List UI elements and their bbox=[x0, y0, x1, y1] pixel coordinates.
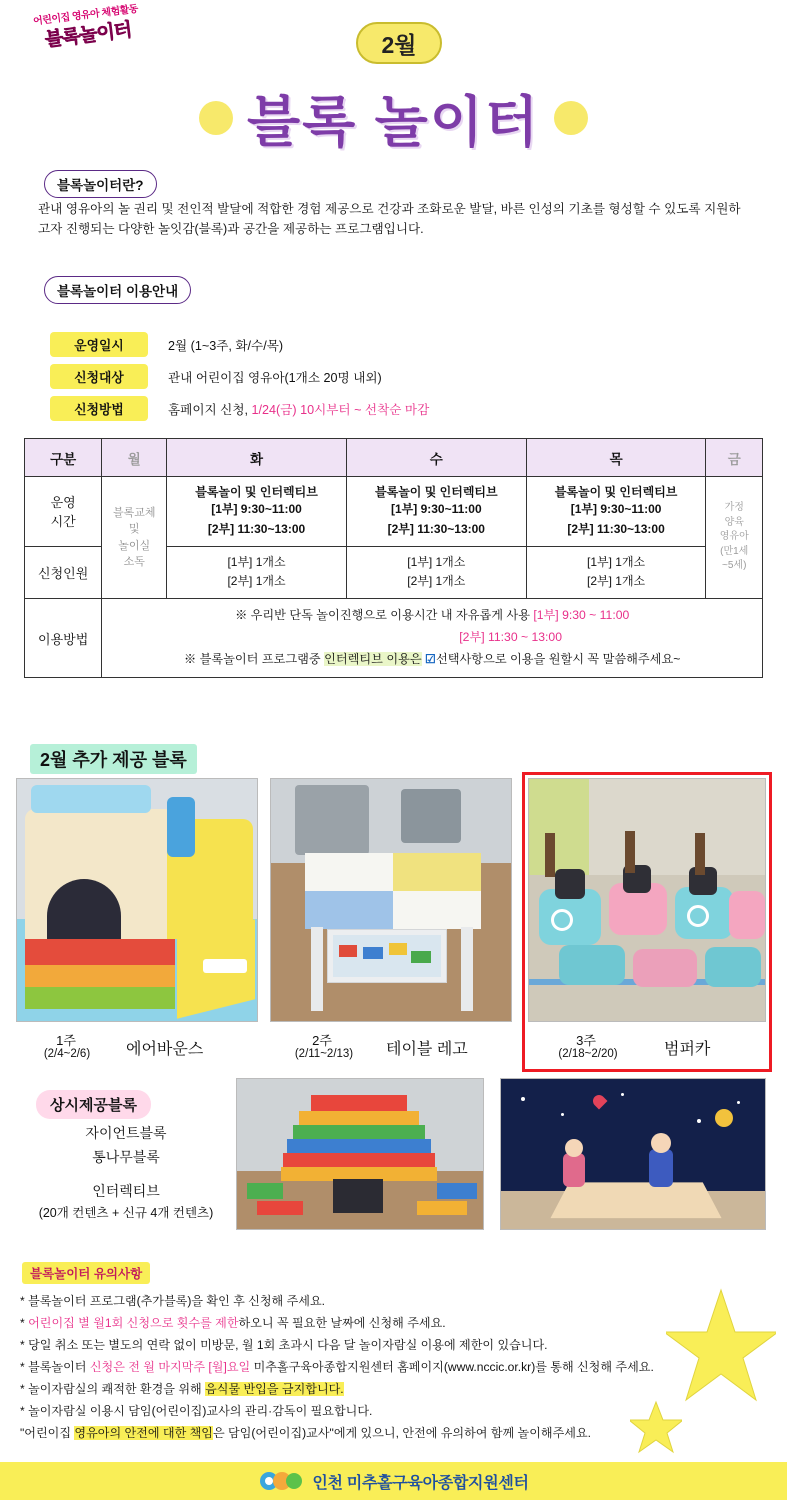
lego-table-photo bbox=[270, 778, 512, 1022]
program-logo bbox=[10, 0, 164, 56]
always-item-2: 인터렉티브 bbox=[92, 1182, 160, 1199]
note-1-pre: * bbox=[20, 1316, 29, 1330]
apply-method-text: 홈페이지 신청, bbox=[168, 403, 252, 417]
always-item-1: 통나무블록 bbox=[92, 1148, 160, 1165]
title-row bbox=[0, 78, 787, 157]
giant-block-photo bbox=[236, 1078, 484, 1230]
always-item-3: (20개 컨텐츠 + 신규 4개 컨텐츠) bbox=[38, 1206, 214, 1221]
week-2-label: 2주 bbox=[312, 1033, 332, 1048]
extra-blocks-heading-month: 2월 bbox=[40, 750, 68, 770]
check-icon: ☑ bbox=[425, 652, 436, 667]
cell-mon-maintenance: 블록교체 및 놀이실 소독 bbox=[102, 477, 167, 599]
note-item-5 bbox=[20, 1402, 372, 1421]
week-3-name: 범퍼카 bbox=[664, 1041, 711, 1058]
tue-capacity-1: [1부] 1개소 bbox=[227, 554, 286, 569]
cell-wed-capacity bbox=[346, 546, 526, 599]
wed-capacity-2: [2부] 1개소 bbox=[407, 574, 466, 589]
title-dot-left-icon bbox=[199, 101, 233, 135]
usage-line-3-post: 선택사항으로 이용을 원할시 꼭 말씀해주세요~ bbox=[435, 652, 681, 667]
thu-capacity-1: [1부] 1개소 bbox=[587, 554, 646, 569]
wed-session-1: [1부] 9:30~11:00 bbox=[390, 502, 482, 516]
table-header-row bbox=[25, 439, 763, 477]
note-item-0 bbox=[20, 1292, 325, 1311]
note-4-highlight: 음식물 반입을 금지합니다. bbox=[205, 1382, 344, 1396]
note-4-pre: * 놀이자람실의 쾌적한 환경을 위해 bbox=[20, 1382, 206, 1396]
thu-program-title: 블록놀이 및 인터렉티브 bbox=[554, 485, 678, 499]
note-6-pre: "어린이집 bbox=[20, 1426, 75, 1440]
always-blocks-label: 상시제공블록 bbox=[36, 1090, 151, 1119]
logo-line-1: 어린이집 영유아 체험활동 bbox=[32, 3, 139, 28]
extra-blocks-heading bbox=[30, 744, 197, 774]
tue-session-1: [1부] 9:30~11:00 bbox=[211, 502, 302, 516]
usage-line-1 bbox=[106, 605, 758, 627]
week-1-date: (2/4~2/6) bbox=[43, 1048, 91, 1060]
bumper-car-photo bbox=[528, 778, 766, 1022]
row-label-capacity: 신청인원 bbox=[25, 546, 102, 599]
note-3-pink: 신청은 전 월 마지막주 [월]요일 bbox=[89, 1360, 251, 1374]
apply-method-deadline: 1/24(금) 10시부터 ~ 선착순 마감 bbox=[251, 403, 430, 417]
chip-apply-method: 신청방법 bbox=[50, 396, 148, 421]
operating-date-value: 2월 (1~3주, 화/수/목) bbox=[168, 339, 284, 353]
wed-session-2: [2부] 11:30~13:00 bbox=[387, 521, 485, 536]
guide-section-label: 블록놀이터 이용안내 bbox=[44, 276, 191, 304]
thu-session-2: [2부] 11:30~13:00 bbox=[567, 521, 665, 536]
intro-section-label: 블록놀이터란? bbox=[44, 170, 157, 198]
note-1-post: 하오니 꼭 필요한 날짜에 신청해 주세요. bbox=[238, 1316, 446, 1330]
notes-label: 블록놀이터 유의사항 bbox=[22, 1262, 150, 1284]
note-item-1 bbox=[20, 1314, 446, 1333]
always-item-0: 자이언트블록 bbox=[85, 1125, 167, 1141]
note-item-4 bbox=[20, 1380, 344, 1399]
week-3-date: (2/18~2/20) bbox=[558, 1048, 618, 1060]
week-2-name: 테이블 레고 bbox=[386, 1041, 468, 1058]
th-wed: 수 bbox=[346, 439, 526, 477]
cell-usage-info bbox=[102, 599, 763, 678]
th-mon: 월 bbox=[102, 439, 167, 477]
target-value: 관내 어린이집 영유아(1개소 20명 내외) bbox=[168, 371, 382, 385]
extra-blocks-heading-rest: 추가 제공 블록 bbox=[67, 750, 187, 770]
interactive-projection-photo bbox=[500, 1078, 766, 1230]
week-1-name: 에어바운스 bbox=[126, 1041, 204, 1058]
bounce-house-photo bbox=[16, 778, 258, 1022]
always-blocks-list bbox=[16, 1122, 236, 1225]
week-1-label: 1주 bbox=[56, 1033, 76, 1048]
cell-fri-home-care: 가정 양육 영유아 (만1세 ~5세) bbox=[706, 477, 763, 599]
th-fri: 금 bbox=[706, 439, 763, 477]
footer-bar bbox=[0, 1462, 787, 1500]
usage-line-1-text: ※ 우리반 단독 놀이진행으로 이용시간 내 자유롭게 사용 bbox=[235, 608, 534, 623]
note-item-6 bbox=[20, 1424, 591, 1443]
row-label-operating-time: 운영 시간 bbox=[25, 477, 102, 547]
week-3-label: 3주 bbox=[576, 1033, 596, 1048]
star-small-icon bbox=[630, 1400, 682, 1456]
note-2-pre: * 당일 취소 또는 별도의 연락 없이 미방문, 월 1회 초과시 다음 달 놀이자람실 이용에 제한이 있습니다. bbox=[20, 1338, 548, 1352]
title-dot-right-icon bbox=[554, 101, 588, 135]
usage-line-3-pre: ※ 블록놀이터 프로그램중 bbox=[184, 652, 325, 667]
usage-session-2-time: [2부] 11:30 ~ 13:00 bbox=[459, 630, 562, 645]
cell-tue-program bbox=[167, 477, 347, 547]
tue-program-title: 블록놀이 및 인터렉티브 bbox=[195, 485, 318, 499]
table-row-operating-time bbox=[25, 477, 763, 547]
usage-interactive-highlight: 인터렉티브 이용은 bbox=[324, 652, 422, 667]
tue-capacity-2: [2부] 1개소 bbox=[227, 574, 286, 589]
note-3-post: 미추홀구육아종합지원센터 홈페이지(www.nccic.or.kr)를 통해 신청해 주세요. bbox=[250, 1360, 654, 1374]
footer-title: 인천 미추홀구육아종합지원센터 bbox=[312, 1474, 529, 1492]
th-tue: 화 bbox=[167, 439, 347, 477]
page-title: 블록 놀이터 bbox=[247, 91, 540, 153]
chip-operating-date: 운영일시 bbox=[50, 332, 148, 357]
table-row-usage bbox=[25, 599, 763, 678]
thu-session-1: [1부] 9:30~11:00 bbox=[570, 502, 662, 516]
note-5-pre: * 놀이자람실 이용시 담임(어린이집)교사의 관리·감독이 필요합니다. bbox=[20, 1404, 373, 1418]
cell-tue-capacity bbox=[167, 546, 347, 599]
intro-text: 관내 영유아의 놀 권리 및 전인적 발달에 적합한 경험 제공으로 건강과 조화로운 발달, 바른 인성의 기초를 형성할 수 있도록 지원하고자 진행되는 다양한 놀잇감(블록)과 공간을 제공하는 프로그램입니다. bbox=[38, 202, 741, 236]
schedule-table bbox=[24, 438, 763, 678]
row-label-usage: 이용방법 bbox=[25, 599, 102, 678]
note-0-pre: * 블록놀이터 프로그램(추가블록)을 확인 후 신청해 주세요. bbox=[20, 1294, 325, 1308]
note-3-pre: * 블록놀이터 bbox=[20, 1360, 90, 1374]
wed-capacity-1: [1부] 1개소 bbox=[407, 554, 466, 569]
usage-line-3 bbox=[106, 649, 758, 671]
note-6-post: 은 담임(어린이집)교사"에게 있으니, 안전에 유의하여 함께 놀이해주세요. bbox=[212, 1426, 592, 1440]
tue-session-2: [2부] 11:30~13:00 bbox=[207, 521, 306, 536]
wed-program-title: 블록놀이 및 인터렉티브 bbox=[375, 485, 498, 499]
week-2-date: (2/11~2/13) bbox=[294, 1048, 354, 1060]
logo-line-2: 블록놀이터 bbox=[43, 19, 133, 52]
note-item-2 bbox=[20, 1336, 548, 1355]
star-large-icon bbox=[666, 1288, 776, 1408]
apply-method-value bbox=[168, 399, 429, 418]
cell-thu-program bbox=[526, 477, 706, 547]
th-thu: 목 bbox=[526, 439, 706, 477]
center-logo-icon bbox=[258, 1469, 304, 1493]
cell-thu-capacity bbox=[526, 546, 706, 599]
note-item-3 bbox=[20, 1358, 654, 1377]
note-6-highlight: 영유아의 안전에 대한 책임 bbox=[74, 1426, 213, 1440]
chip-target: 신청대상 bbox=[50, 364, 148, 389]
cell-wed-program bbox=[346, 477, 526, 547]
usage-session-1-time: [1부] 9:30 ~ 11:00 bbox=[533, 608, 630, 623]
usage-line-2 bbox=[106, 627, 758, 649]
th-gubun: 구분 bbox=[25, 439, 102, 477]
month-badge: 2월 bbox=[356, 22, 442, 64]
note-1-pink: 어린이집 별 월1회 신청으로 횟수를 제한 bbox=[28, 1316, 239, 1330]
thu-capacity-2: [2부] 1개소 bbox=[587, 574, 646, 589]
